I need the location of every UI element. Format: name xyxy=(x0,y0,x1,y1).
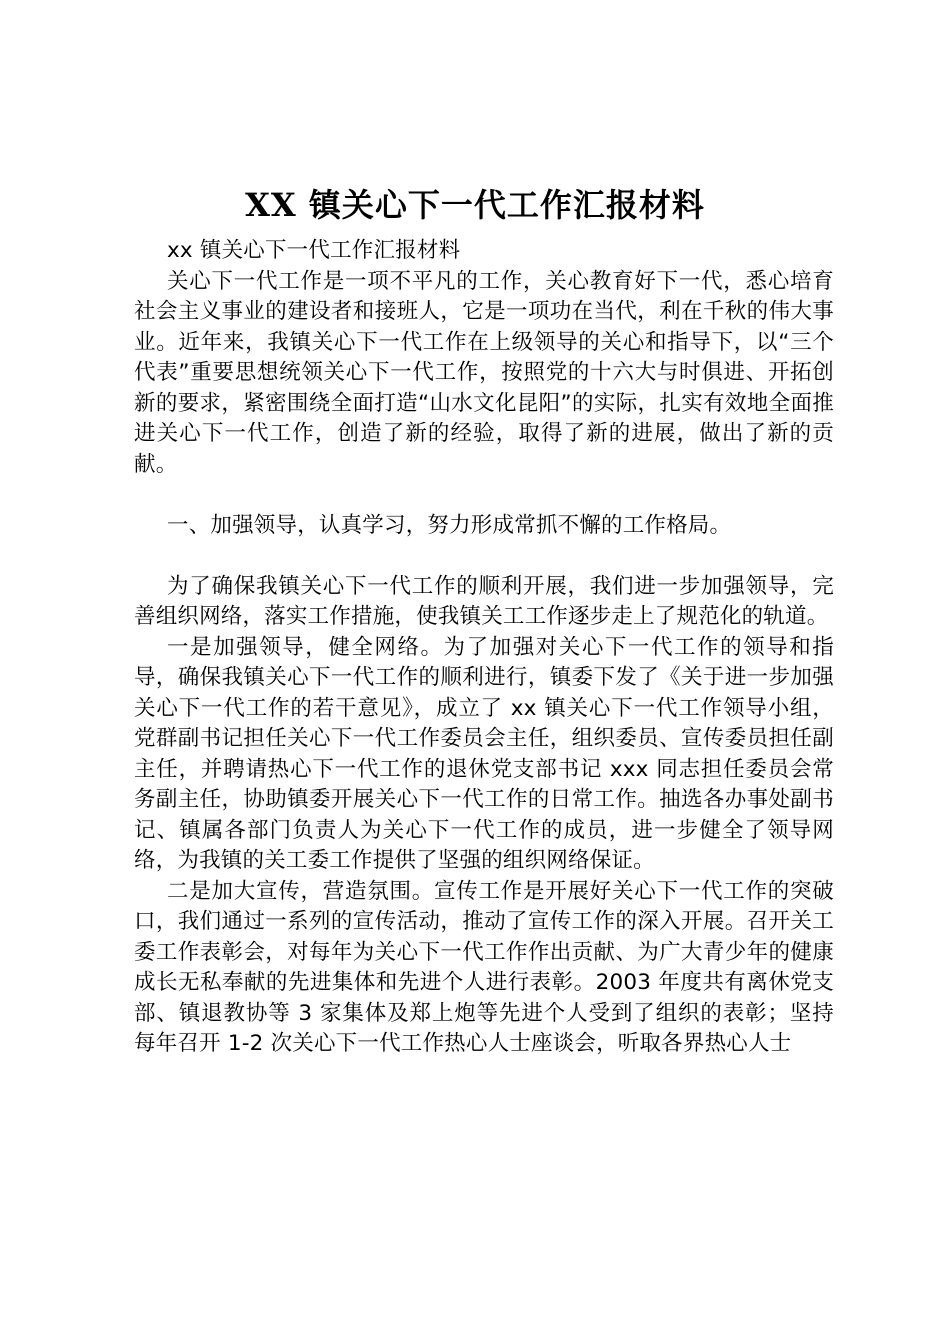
publicity-paragraph: 二是加大宣传，营造氛围。宣传工作是开展好关心下一代工作的突破口，我们通过一系列的宣传活动，推动了宣传工作的深入开展。召开关工委工作表彰会，对每年为关心下一代工作作出贡献、为广大青少年的健康成长无私奉献的先进集体和先进个人进行表彰。2003 年度共有离休党支部、镇退教协等 3 家集体及郑上炮等先进个人受到了组织的表彰；坚持每年召开 1-2 次关心下一代工作热心人士座谈会，听取各界热心人士 xyxy=(134,878,834,1056)
subtitle-paragraph: xx 镇关心下一代工作汇报材料 xyxy=(167,238,461,263)
intro-paragraph: 关心下一代工作是一项不平凡的工作，关心教育好下一代，悉心培育社会主义事业的建设者和接班人，它是一项功在当代，利在千秋的伟大事业。近年来，我镇关心下一代工作在上级领导的关心和指导下，以“三个代表”重要思想统领关心下一代工作，按照党的十六大与时俱进、开拓创新的要求，紧密围绕全面打造“山水文化昆阳”的实际，扎实有效地全面推进关心下一代工作，创造了新的经验，取得了新的进展，做出了新的贡献。 xyxy=(134,268,834,477)
paragraph-spacer xyxy=(134,541,834,572)
paragraph-spacer xyxy=(134,480,834,511)
section-heading-1: 一、加强领导，认真学习，努力形成常抓不懈的工作格局。 xyxy=(167,512,732,538)
section-1-paragraph: 为了确保我镇关心下一代工作的顺利开展，我们进一步加强领导，完善组织网络，落实工作措施，使我镇关工工作逐步走上了规范化的轨道。 xyxy=(134,573,834,629)
document-title: XX 镇关心下一代工作汇报材料 xyxy=(245,186,705,224)
leadership-paragraph: 一是加强领导，健全网络。为了加强对关心下一代工作的领导和指导，确保我镇关心下一代工作的顺利进行，镇委下发了《关于进一步加强关心下一代工作的若干意见》，成立了 xx 镇关心下一代工作领导小组，党群副书记担任关心下一代工作委员会主任，组织委员、宣传委员担任副主任，并聘请热心下一代工作的退休党支部书记 xxx 同志担任委员会常务副主任，协助镇委开展关心下一代工作的日常工作。抽选各办事处副书记、镇属各部门负责人为关心下一代工作的成员，进一步健全了领导网络，为我镇的关工委工作提供了坚强的组织网络保证。 xyxy=(134,634,834,873)
document-body xyxy=(134,236,834,1060)
